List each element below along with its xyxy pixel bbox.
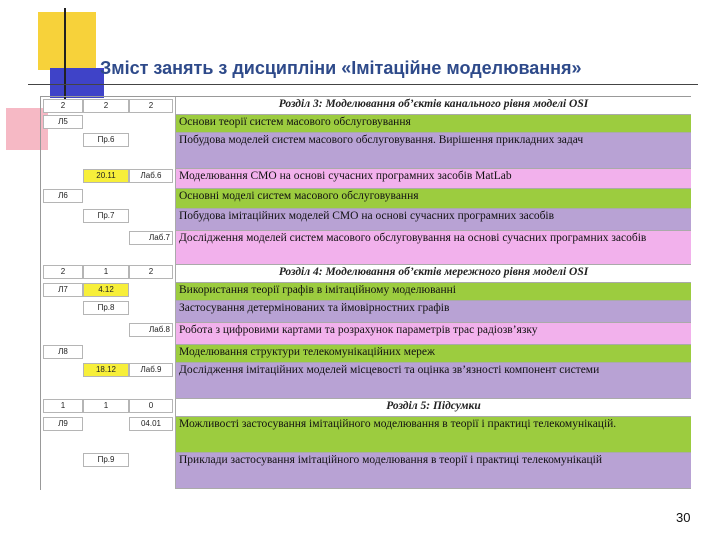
practice-code: Пр.7	[83, 209, 129, 223]
lab-row: Моделювання СМО на основі сучасних програмних засобів MatLab	[175, 169, 691, 189]
practice-row: Приклади застосування імітаційного моделювання в теорії і практиці телекомунікацій	[175, 453, 691, 489]
lecture-row: Можливості застосування імітаційного моделювання в теорії і практиці телекомунікацій.	[175, 417, 691, 453]
practice-row: Застосування детермінованих та ймовірностних графів	[175, 301, 691, 323]
lecture-code: Л7	[43, 283, 83, 297]
hours-cell: 2	[43, 265, 83, 279]
hours-cell: 2	[129, 265, 173, 279]
lab-code: Лаб.7	[129, 231, 173, 245]
practice-code: Пр.6	[83, 133, 129, 147]
lecture-code: Л8	[43, 345, 83, 359]
decor-blue-square	[50, 68, 104, 98]
date-cell: 20.11	[83, 169, 129, 183]
hours-cell: 2	[43, 99, 83, 113]
lecture-row: Основи теорії систем масового обслуговування	[175, 115, 691, 133]
practice-row: Дослідження імітаційних моделей місцевості та оцінка зв’язності компонент системи	[175, 363, 691, 399]
lecture-row: Використання теорії графів в імітаційному моделюванні	[175, 283, 691, 301]
lecture-code: Л6	[43, 189, 83, 203]
practice-row: Побудова імітаційних моделей СМО на основі сучасних програмних засобів	[175, 209, 691, 231]
date-cell: 4.12	[83, 283, 129, 297]
lab-code: Лаб.8	[129, 323, 173, 337]
date-cell: 04.01	[129, 417, 173, 431]
lecture-code: Л5	[43, 115, 83, 129]
lecture-row: Моделювання структури телекомунікаційних мереж	[175, 345, 691, 363]
date-cell: 18.12	[83, 363, 129, 377]
section-header-5: Розділ 5: Підсумки	[175, 399, 691, 417]
practice-code: Пр.9	[83, 453, 129, 467]
lecture-code: Л9	[43, 417, 83, 431]
decor-horizontal-line	[28, 84, 698, 85]
decor-vertical-line	[64, 8, 66, 108]
decor-yellow-square	[38, 12, 96, 70]
lab-row: Дослідження моделей систем масового обслуговування на основі сучасних програмних засобів	[175, 231, 691, 265]
practice-code: Пр.8	[83, 301, 129, 315]
hours-cell: 2	[129, 99, 173, 113]
page-number: 30	[676, 510, 691, 525]
hours-cell: 2	[83, 99, 129, 113]
hours-cell: 1	[83, 265, 129, 279]
hours-cell: 1	[43, 399, 83, 413]
practice-row: Побудова моделей систем масового обслуговування. Вирішення прикладних задач	[175, 133, 691, 169]
lab-row: Робота з цифровими картами та розрахунок параметрів трас радіозв’язку	[175, 323, 691, 345]
lecture-row: Основні моделі систем масового обслуговування	[175, 189, 691, 209]
lab-code: Лаб.6	[129, 169, 173, 183]
hours-cell: 0	[129, 399, 173, 413]
page-title: Зміст занять з дисципліни «Імітаційне моделювання»	[100, 58, 582, 78]
section-header-4: Розділ 4: Моделювання об’єктів мережного рівня моделі OSI	[175, 265, 691, 283]
hours-cell: 1	[83, 399, 129, 413]
lab-code: Лаб.9	[129, 363, 173, 377]
section-header-3: Розділ 3: Моделювання об’єктів канального рівня моделі OSI	[175, 97, 691, 115]
schedule-table	[40, 96, 691, 490]
